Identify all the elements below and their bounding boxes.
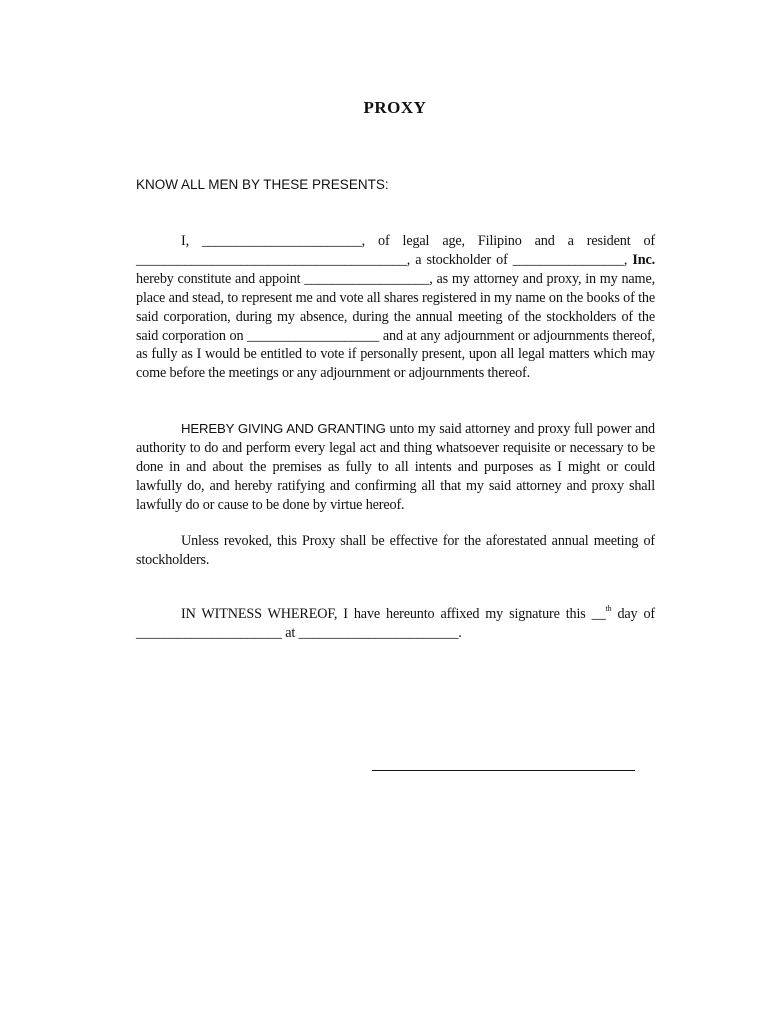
appointment-text-part2: hereby constitute and appoint __________________, as my attorney and proxy, in my name, place and stead, to represent me and vote all shares registered in my name on the books of the said corporation, during my absence, during the annual meeting of the stockholders of the said corporation on ___________________ and at any adjournment or adjournments thereof, as fully as I would be entitled to vote if personally present, upon all legal matters which may come before the meetings or any adjournment or adjournments thereof. [136, 270, 655, 382]
witness-text-part1: IN WITNESS WHEREOF, I have hereunto affixed my signature this __ [181, 606, 606, 622]
witness-text-part2: day of _____________________ at _______________________. [136, 606, 655, 641]
granting-paragraph [136, 420, 655, 515]
inc-label: Inc. [632, 251, 655, 268]
signature-line [372, 770, 635, 771]
revocation-text: Unless revoked, this Proxy shall be effective for the aforestated annual meeting of stockholders. [136, 533, 655, 568]
granting-text: unto my said attorney and proxy full power and authority to do and perform every legal act and thing whatsoever requisite or necessary to be done in and about the premises as fully to all intents and purposes as I might or could lawfully do, and hereby ratifying and confirming all that my said attorney and proxy shall lawfully do or cause to be done by virtue hereof. [136, 421, 655, 513]
appointment-text-part1: I, _______________________, of legal age, Filipino and a resident of _______________________________________, a stockholder of ________________, [136, 233, 655, 268]
appointment-paragraph [136, 232, 655, 383]
granting-lead: HEREBY GIVING AND GRANTING [181, 421, 386, 436]
witness-paragraph [136, 605, 655, 643]
revocation-paragraph [136, 532, 655, 570]
intro-line: KNOW ALL MEN BY THESE PRESENTS: [136, 177, 389, 192]
ordinal-superscript: th [605, 604, 612, 613]
document-title: PROXY [363, 98, 427, 117]
